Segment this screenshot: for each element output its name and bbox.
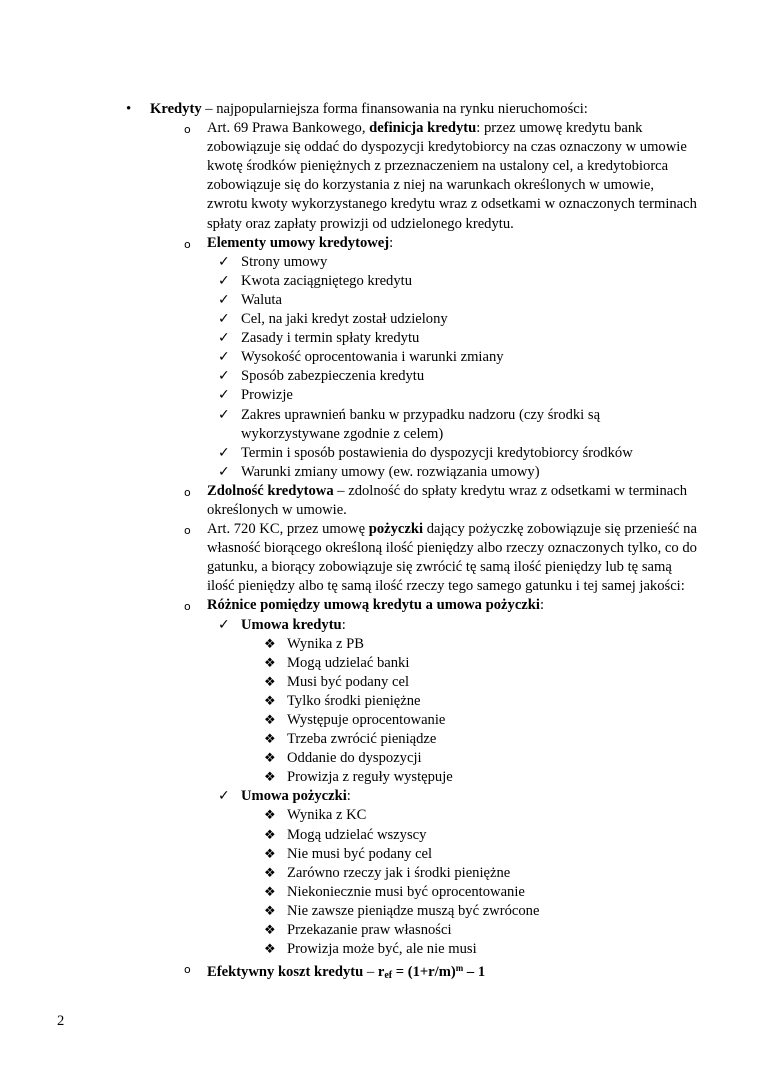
list-item bbox=[0, 902, 697, 921]
list-item bbox=[0, 826, 697, 845]
elementy-list bbox=[0, 253, 760, 482]
list-item-text: Wynika z KC bbox=[287, 807, 367, 824]
diamond-icon: ❖ bbox=[264, 923, 276, 939]
item-art69 bbox=[0, 119, 697, 234]
formula-sub: ef bbox=[384, 970, 393, 982]
diamond-icon: ❖ bbox=[264, 693, 276, 709]
item-efektywny-koszt bbox=[0, 959, 697, 985]
list-item bbox=[0, 940, 697, 959]
elementy-colon: : bbox=[389, 234, 394, 251]
list-item-text: Nie zawsze pieniądze muszą być zwrócone bbox=[287, 902, 540, 919]
list-item-text: Termin i sposób postawienia do dyspozycji kredytobiorcy środków bbox=[241, 444, 633, 461]
list-item bbox=[0, 348, 697, 367]
diamond-icon: ❖ bbox=[264, 942, 276, 958]
check-icon: ✓ bbox=[218, 616, 230, 633]
check-icon: ✓ bbox=[218, 349, 230, 366]
diamond-icon: ❖ bbox=[264, 884, 276, 900]
list-item bbox=[0, 310, 697, 329]
list-item-text: Przekazanie praw własności bbox=[287, 922, 452, 939]
bullet-kredyty bbox=[0, 100, 690, 119]
list-item bbox=[0, 921, 697, 940]
formula-r: r bbox=[377, 964, 385, 981]
list-item bbox=[0, 386, 697, 405]
list-item-text: Kwota zaciągniętego kredytu bbox=[241, 272, 412, 289]
diamond-icon: ❖ bbox=[264, 655, 276, 671]
diamond-icon: ❖ bbox=[264, 770, 276, 786]
art720-term: pożyczki bbox=[368, 521, 424, 538]
circle-bullet-icon: o bbox=[184, 600, 191, 614]
art69-text: : przez umowę kredytu bank zobowiązuje się oddać do dyspozycji kredytobiorcy na czas oznaczony w umowie kwotę środków pieniężnych z przeznaczeniem na ustalony cel, a kredytobiorca zobowiązuje się do korzystania z niej na warunkach określonych w umowie, zwrotu kwoty wykorzystanego kredytu wraz z odsetkami w oznaczonych terminach spłaty oraz zapłaty prowizji od udzielonego kredytu. bbox=[207, 120, 697, 232]
circle-bullet-icon: o bbox=[184, 485, 191, 499]
umowa-pozyczki-title: Umowa pożyczki bbox=[241, 788, 347, 805]
diamond-icon: ❖ bbox=[264, 732, 276, 748]
list-item-text: Prowizja z reguły występuje bbox=[287, 769, 453, 786]
list-item-text: Tylko środki pieniężne bbox=[287, 692, 421, 709]
list-item-text: Wysokość oprocentowania i warunki zmiany bbox=[241, 349, 504, 366]
diamond-icon: ❖ bbox=[264, 903, 276, 919]
term-kredyty: Kredyty bbox=[150, 101, 202, 117]
list-item-text: Zasady i termin spłaty kredytu bbox=[241, 330, 420, 347]
pozyczka-list bbox=[0, 806, 760, 959]
check-icon: ✓ bbox=[218, 387, 230, 404]
list-item-text: Zarówno rzeczy jak i środki pieniężne bbox=[287, 864, 511, 881]
list-item bbox=[0, 711, 697, 730]
circle-bullet-icon: o bbox=[184, 524, 191, 538]
list-item-text: Cel, na jaki kredyt został udzielony bbox=[241, 311, 448, 328]
list-item bbox=[0, 673, 697, 692]
page-content bbox=[0, 100, 760, 985]
list-item-text: Niekoniecznie musi być oprocentowanie bbox=[287, 883, 525, 900]
list-item bbox=[0, 253, 697, 272]
kredyty-desc: – najpopularniejsza forma finansowania na rynku nieruchomości: bbox=[201, 101, 588, 117]
list-item bbox=[0, 654, 697, 673]
umowa-pozyczki-heading bbox=[0, 787, 697, 806]
diamond-icon: ❖ bbox=[264, 846, 276, 862]
list-item bbox=[0, 444, 697, 463]
circle-bullet-icon: o bbox=[184, 123, 191, 137]
list-item bbox=[0, 329, 697, 348]
list-item bbox=[0, 730, 697, 749]
check-icon: ✓ bbox=[218, 463, 230, 480]
umowa-pozyczki-colon: : bbox=[346, 788, 351, 805]
list-item-text: Strony umowy bbox=[241, 253, 328, 270]
roznice-heading: Różnice pomiędzy umową kredytu a umowa pożyczki bbox=[207, 597, 540, 614]
list-item-text: Oddanie do dyspozycji bbox=[287, 750, 422, 767]
list-item-text: Musi być podany cel bbox=[287, 673, 409, 690]
formula-end: – 1 bbox=[463, 964, 486, 981]
diamond-icon: ❖ bbox=[264, 636, 276, 652]
check-icon: ✓ bbox=[218, 330, 230, 347]
list-item-text: Sposób zabezpieczenia kredytu bbox=[241, 368, 425, 385]
list-item bbox=[0, 692, 697, 711]
diamond-icon: ❖ bbox=[264, 865, 276, 881]
item-zdolnosc bbox=[0, 482, 697, 520]
list-item bbox=[0, 272, 697, 291]
zdolnosc-term: Zdolność kredytowa bbox=[207, 482, 334, 499]
diamond-icon: ❖ bbox=[264, 808, 276, 824]
item-art720 bbox=[0, 520, 697, 596]
check-icon: ✓ bbox=[218, 291, 230, 308]
formula-sup: m bbox=[455, 963, 464, 974]
art720-text: dający pożyczkę zobowiązuje się przenieść na własność biorącego określoną ilość pieniędzy albo rzeczy oznaczonych tylko, co do gatunku, a biorący zobowiązuje się zwrócić tę samą ilość pieniędzy lub tę samą ilość pieniędzy albo tę samą ilość rzeczy tego samego gatunku i tej samej jakości: bbox=[207, 521, 697, 595]
list-item bbox=[0, 406, 697, 444]
list-item-text: Mogą udzielać banki bbox=[287, 654, 410, 671]
list-item-text: Warunki zmiany umowy (ew. rozwiązania umowy) bbox=[241, 463, 540, 480]
efekt-dash: – bbox=[363, 964, 378, 981]
list-item-text: Występuje oprocentowanie bbox=[287, 712, 446, 728]
umowa-kredytu-title: Umowa kredytu bbox=[241, 616, 342, 633]
list-item bbox=[0, 806, 697, 825]
list-item-text: Mogą udzielać wszyscy bbox=[287, 826, 427, 843]
diamond-icon: ❖ bbox=[264, 751, 276, 767]
list-item bbox=[0, 864, 697, 883]
zdolnosc-text: – zdolność do spłaty kredytu wraz z odsetkami w terminach określonych w umowie. bbox=[207, 482, 688, 518]
efekt-term: Efektywny koszt kredytu bbox=[207, 964, 364, 981]
list-item-text: Nie musi być podany cel bbox=[287, 845, 433, 862]
list-item bbox=[0, 768, 697, 787]
check-icon: ✓ bbox=[218, 368, 230, 385]
list-item bbox=[0, 749, 697, 768]
formula-eq: = (1+r/m) bbox=[392, 964, 456, 981]
list-item-text: Prowizje bbox=[241, 387, 293, 404]
circle-bullet-icon: o bbox=[184, 963, 191, 977]
circle-bullet-icon: o bbox=[184, 237, 191, 251]
bullet-dot-icon: • bbox=[126, 101, 132, 117]
art69-prefix: Art. 69 Prawa Bankowego, bbox=[207, 120, 370, 137]
item-roznice bbox=[0, 596, 697, 615]
list-item-text: Zakres uprawnień banku w przypadku nadzoru (czy środki są wykorzystywane zgodnie z celem) bbox=[241, 406, 601, 442]
check-icon: ✓ bbox=[218, 444, 230, 461]
check-icon: ✓ bbox=[218, 788, 230, 805]
page-number: 2 bbox=[57, 1013, 65, 1029]
umowa-kredytu-heading bbox=[0, 616, 697, 635]
list-item-text: Trzeba zwrócić pieniądze bbox=[287, 731, 437, 748]
check-icon: ✓ bbox=[218, 253, 230, 270]
list-item bbox=[0, 291, 697, 310]
list-item bbox=[0, 883, 697, 902]
check-icon: ✓ bbox=[218, 311, 230, 328]
list-item bbox=[0, 845, 697, 864]
elementy-heading: Elementy umowy kredytowej bbox=[207, 234, 390, 251]
art69-term: definicja kredytu bbox=[369, 120, 477, 137]
umowa-kredytu-colon: : bbox=[341, 616, 346, 633]
diamond-icon: ❖ bbox=[264, 827, 276, 843]
diamond-icon: ❖ bbox=[264, 674, 276, 690]
kredyt-list bbox=[0, 635, 760, 788]
efekt-formula bbox=[378, 964, 485, 980]
list-item bbox=[0, 463, 697, 482]
list-item-text: Prowizja może być, ale nie musi bbox=[287, 941, 477, 958]
art720-prefix: Art. 720 KC, przez umowę bbox=[207, 521, 369, 538]
check-icon: ✓ bbox=[218, 406, 230, 423]
list-item bbox=[0, 635, 697, 654]
diamond-icon: ❖ bbox=[264, 713, 276, 728]
roznice-colon: : bbox=[539, 597, 545, 614]
item-elementy bbox=[0, 234, 697, 253]
check-icon: ✓ bbox=[218, 272, 230, 289]
list-item-text: Waluta bbox=[241, 291, 282, 308]
list-item bbox=[0, 367, 697, 386]
list-item-text: Wynika z PB bbox=[287, 635, 364, 652]
